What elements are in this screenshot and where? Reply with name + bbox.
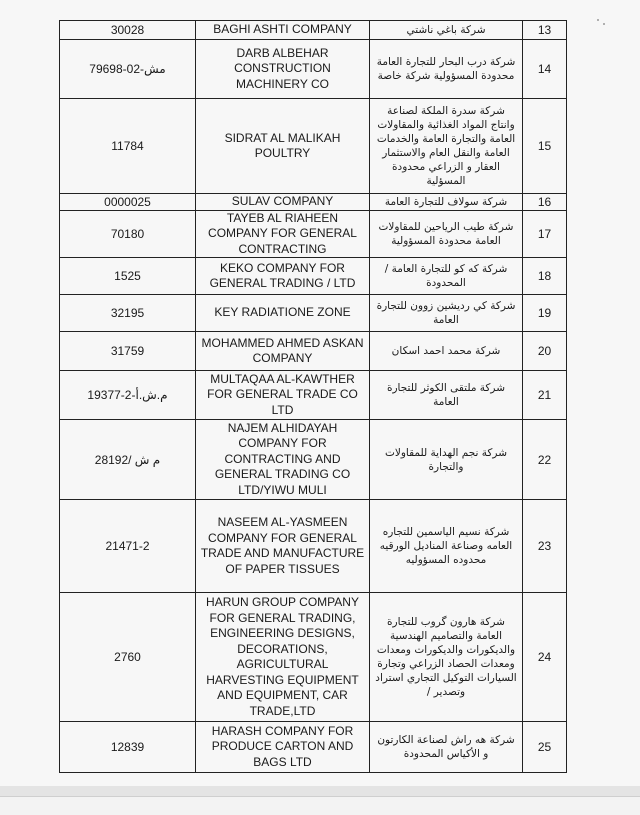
row-number: 23 bbox=[523, 500, 567, 593]
company-name-english: BAGHI ASHTI COMPANY bbox=[196, 21, 370, 40]
registration-number: 12839 bbox=[60, 722, 196, 773]
row-number: 19 bbox=[523, 295, 567, 332]
company-name-english: DARB ALBEHAR CONSTRUCTION MACHINERY CO bbox=[196, 40, 370, 99]
registration-number: 0000025 bbox=[60, 194, 196, 211]
table-row bbox=[60, 258, 567, 295]
company-name-arabic: شركة محمد احمد اسكان bbox=[370, 332, 523, 371]
registration-number: 31759 bbox=[60, 332, 196, 371]
company-name-english: SULAV COMPANY bbox=[196, 194, 370, 211]
row-number: 18 bbox=[523, 258, 567, 295]
company-registry-table bbox=[59, 20, 567, 773]
table-row bbox=[60, 500, 567, 593]
table-row bbox=[60, 21, 567, 40]
row-number: 16 bbox=[523, 194, 567, 211]
table-row bbox=[60, 99, 567, 194]
company-name-arabic: شركة درب البحار للتجارة العامة محدودة المسؤولية شركة خاصة bbox=[370, 40, 523, 99]
company-name-english: KEY RADIATIONE ZONE bbox=[196, 295, 370, 332]
company-name-english: HARUN GROUP COMPANY FOR GENERAL TRADING, ENGINEERING DESIGNS, DECORATIONS, AGRICULTURAL HARVESTING EQUIPMENT AND EQUIPMENT, CAR TRADE,LTD bbox=[196, 593, 370, 722]
company-name-arabic: شركة نسيم الياسمين للتجاره العامه وصناعة المناديل الورقيه محدوده المسؤوليه bbox=[370, 500, 523, 593]
table-row bbox=[60, 40, 567, 99]
registration-number: 30028 bbox=[60, 21, 196, 40]
company-name-arabic: شركة هه راش لصناعة الكارتون و الأكياس المحدودة bbox=[370, 722, 523, 773]
table-row bbox=[60, 420, 567, 500]
row-number: 17 bbox=[523, 210, 567, 258]
company-name-english: SIDRAT AL MALIKAH POULTRY bbox=[196, 99, 370, 194]
company-name-arabic: شركة كي رديشين زوون للتجارة العامة bbox=[370, 295, 523, 332]
company-name-arabic: شركة هارون گروب للتجارة العامة والتصاميم الهندسية والديكورات والديكورات ومعدات ومعدات الحصاد الزراعي وتجارة السيارات التوكيل التجاري استراد وتصدير / bbox=[370, 593, 523, 722]
row-number: 13 bbox=[523, 21, 567, 40]
registration-number: 2760 bbox=[60, 593, 196, 722]
company-name-english: HARASH COMPANY FOR PRODUCE CARTON AND BAGS LTD bbox=[196, 722, 370, 773]
registration-number: م.ش.أ-2-19377 bbox=[60, 371, 196, 420]
table-row bbox=[60, 332, 567, 371]
row-number: 24 bbox=[523, 593, 567, 722]
company-name-arabic: شركة طيب الرياحين للمقاولات العامة محدودة المسؤولية bbox=[370, 210, 523, 258]
company-name-arabic: شركة ملتقى الكوثر للتجارة العامة bbox=[370, 371, 523, 420]
company-name-english: MOHAMMED AHMED ASKAN COMPANY bbox=[196, 332, 370, 371]
company-name-english: TAYEB AL RIAHEEN COMPANY FOR GENERAL CONTRACTING bbox=[196, 210, 370, 258]
registration-number: 70180 bbox=[60, 210, 196, 258]
next-page-edge bbox=[0, 796, 640, 815]
table-row bbox=[60, 593, 567, 722]
registration-number: 32195 bbox=[60, 295, 196, 332]
table-row bbox=[60, 210, 567, 258]
table-row bbox=[60, 295, 567, 332]
registration-number: م ش /28192 bbox=[60, 420, 196, 500]
company-name-arabic: شركة كه كو للتجارة العامة / المحدودة bbox=[370, 258, 523, 295]
company-name-english: NAJEM ALHIDAYAH COMPANY FOR CONTRACTING AND GENERAL TRADING CO LTD/YIWU MULI bbox=[196, 420, 370, 500]
table-row bbox=[60, 194, 567, 211]
row-number: 25 bbox=[523, 722, 567, 773]
scan-speck bbox=[603, 23, 605, 25]
registration-number: 1525 bbox=[60, 258, 196, 295]
table-row bbox=[60, 371, 567, 420]
table-row bbox=[60, 722, 567, 773]
registration-number: 11784 bbox=[60, 99, 196, 194]
company-name-arabic: شركة سولاف للتجارة العامة bbox=[370, 194, 523, 211]
company-name-english: MULTAQAA AL-KAWTHER FOR GENERAL TRADE CO LTD bbox=[196, 371, 370, 420]
scan-speck bbox=[597, 19, 599, 21]
registration-number: مش-02-79698 bbox=[60, 40, 196, 99]
row-number: 22 bbox=[523, 420, 567, 500]
row-number: 21 bbox=[523, 371, 567, 420]
company-name-arabic: شركة باغي ناشتي bbox=[370, 21, 523, 40]
company-name-arabic: شركة نجم الهداية للمقاولات والتجارة bbox=[370, 420, 523, 500]
company-name-english: NASEEM AL-YASMEEN COMPANY FOR GENERAL TRADE AND MANUFACTURE OF PAPER TISSUES bbox=[196, 500, 370, 593]
row-number: 14 bbox=[523, 40, 567, 99]
company-name-arabic: شركة سدرة الملكة لصناعة وانتاج المواد الغذائية والمقاولات العامة والتجارة العامة والخدمات العامة والنقل العام والاستثمار العقار و الزراعي محدودة المسؤلية bbox=[370, 99, 523, 194]
row-number: 15 bbox=[523, 99, 567, 194]
row-number: 20 bbox=[523, 332, 567, 371]
registration-number: 21471-2 bbox=[60, 500, 196, 593]
company-name-english: KEKO COMPANY FOR GENERAL TRADING / LTD bbox=[196, 258, 370, 295]
